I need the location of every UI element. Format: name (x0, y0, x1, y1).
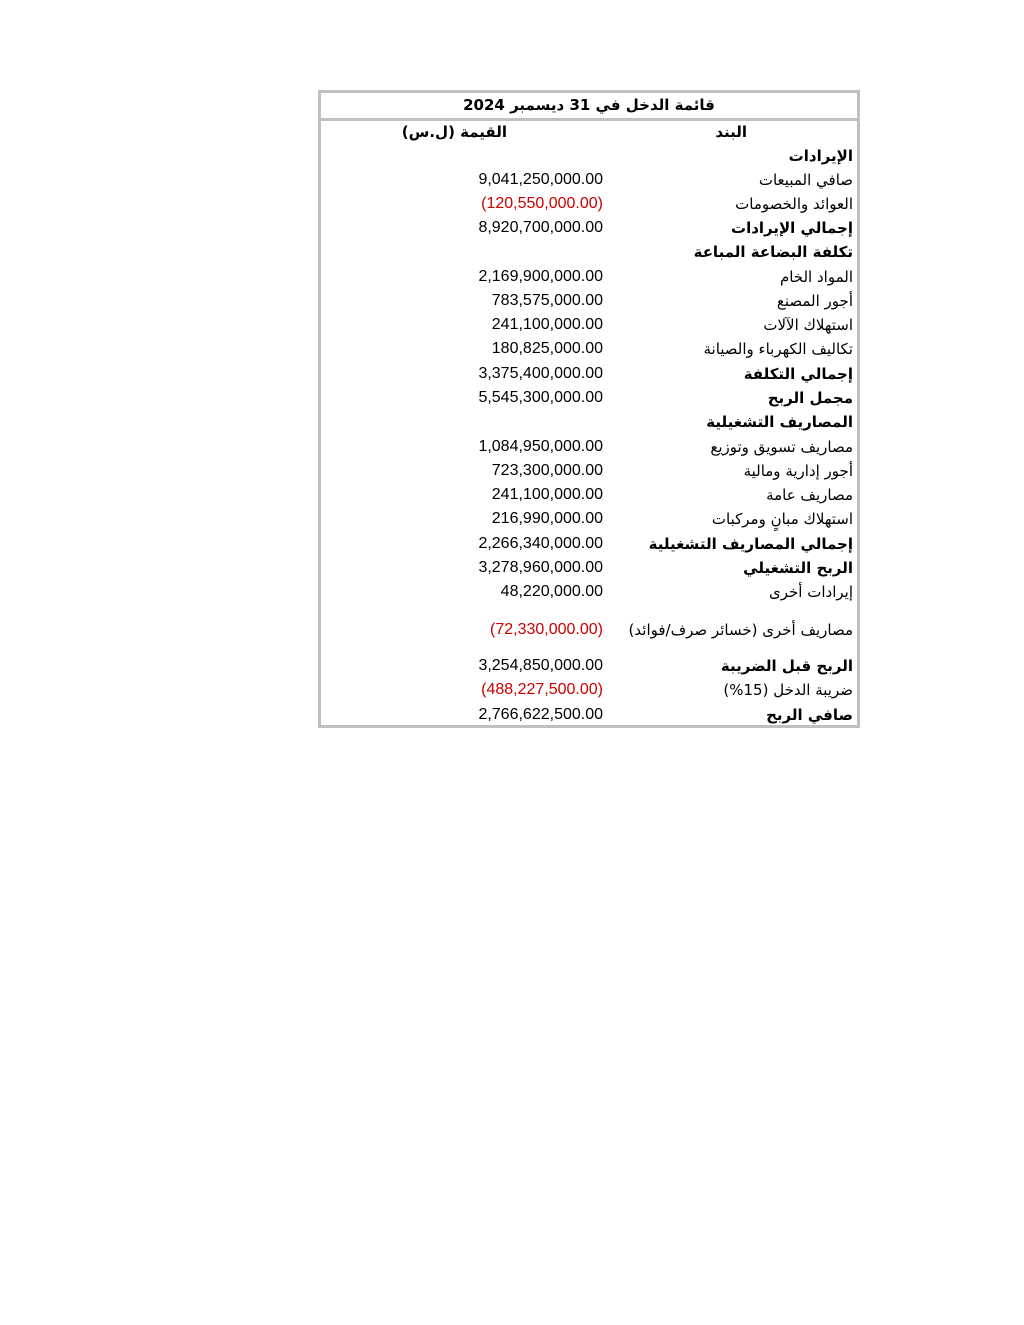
row-label: صافي الربح (766, 706, 853, 724)
table-row (321, 679, 857, 701)
table-row (321, 581, 857, 603)
row-label: استهلاك الآلات (763, 316, 853, 334)
table-row (321, 411, 857, 433)
row-value: 783,575,000.00 (491, 292, 603, 309)
statement-title: قائمة الدخل في 31 ديسمبر 2024 (321, 93, 857, 121)
row-value: 5,545,300,000.00 (478, 389, 603, 406)
row-value: 8,920,700,000.00 (478, 219, 603, 236)
row-label: إجمالي التكلفة (743, 365, 853, 383)
column-header-row (321, 121, 857, 143)
table-row (321, 241, 857, 263)
row-value: 3,254,850,000.00 (478, 657, 603, 674)
table-row (321, 655, 857, 677)
row-label: استهلاك مبانٍ ومركبات (711, 510, 853, 528)
row-value: 9,041,250,000.00 (478, 171, 603, 188)
row-value: 1,084,950,000.00 (478, 438, 603, 455)
row-label: الربح قبل الضريبة (720, 657, 853, 675)
table-row (321, 290, 857, 312)
table-row (321, 314, 857, 336)
table-row (321, 619, 857, 641)
row-label: أجور إدارية ومالية (743, 462, 853, 480)
row-value-negative: (488,227,500.00) (481, 681, 603, 698)
row-label: المواد الخام (779, 268, 853, 286)
row-value: 241,100,000.00 (491, 316, 603, 333)
table-row (321, 145, 857, 167)
row-label: المصاريف التشغيلية (706, 413, 853, 431)
value-column-header: القيمة (ل.س) (401, 123, 507, 141)
row-value: 2,169,900,000.00 (478, 268, 603, 285)
table-row (321, 169, 857, 191)
table-row (321, 484, 857, 506)
row-value: 3,278,960,000.00 (478, 559, 603, 576)
table-row (321, 704, 857, 726)
table-row (321, 436, 857, 458)
row-value: 180,825,000.00 (491, 340, 603, 357)
item-column-header: البند (715, 123, 747, 141)
row-label: إجمالي الإيرادات (731, 219, 853, 237)
row-label: مصاريف تسويق وتوزيع (710, 438, 853, 456)
row-label: صافي المبيعات (758, 171, 853, 189)
income-statement-table (318, 90, 860, 728)
row-label: تكاليف الكهرباء والصيانة (703, 340, 853, 358)
table-row (321, 533, 857, 555)
row-value: 2,266,340,000.00 (478, 535, 603, 552)
row-label: العوائد والخصومات (735, 195, 853, 213)
row-value: 3,375,400,000.00 (478, 365, 603, 382)
row-value: 241,100,000.00 (491, 486, 603, 503)
table-row (321, 557, 857, 579)
row-label: مجمل الربح (767, 389, 853, 407)
row-value-negative: (72,330,000.00) (490, 621, 603, 638)
row-label: إجمالي المصاريف التشغيلية (648, 535, 853, 553)
table-row (321, 387, 857, 409)
row-value: 723,300,000.00 (491, 462, 603, 479)
table-row (321, 363, 857, 385)
row-value: 2,766,622,500.00 (478, 706, 603, 723)
row-label: أجور المصنع (776, 292, 853, 310)
table-row (321, 217, 857, 239)
table-row (321, 508, 857, 530)
table-row (321, 338, 857, 360)
row-label: مصاريف أخرى (خسائر صرف/فوائد) (628, 621, 853, 639)
table-row (321, 193, 857, 215)
table-row (321, 266, 857, 288)
row-value: 48,220,000.00 (500, 583, 603, 600)
row-label: الإيرادات (788, 147, 853, 165)
row-value: 216,990,000.00 (491, 510, 603, 527)
row-label: مصاريف عامة (766, 486, 853, 504)
row-label: الربح التشغيلي (743, 559, 853, 577)
row-label: تكلفة البضاعة المباعة (693, 243, 853, 261)
row-value-negative: (120,550,000.00) (481, 195, 603, 212)
table-row (321, 460, 857, 482)
row-label: ضريبة الدخل (15%) (723, 681, 853, 699)
row-label: إيرادات أخرى (769, 583, 853, 601)
